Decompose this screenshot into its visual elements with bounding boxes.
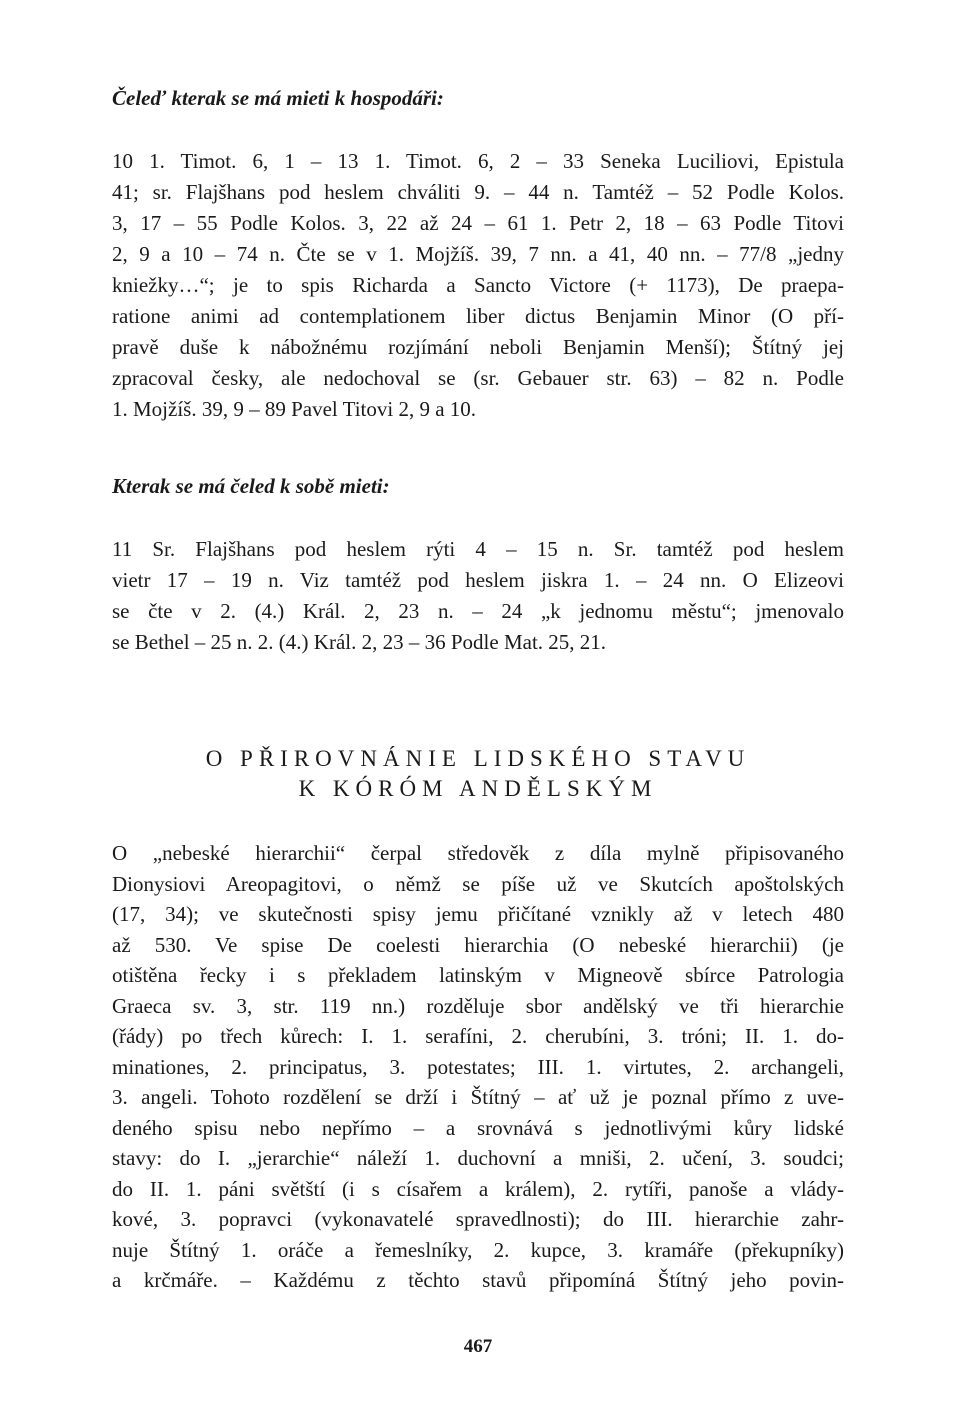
note-line: se čte v 2. (4.) Král. 2, 23 n. – 24 „k jednomu městu“; jmenovalo: [112, 599, 844, 623]
chapter-body: [112, 838, 844, 1296]
body-line: a krčmáře. – Každému z těchto stavů připomíná Štítný jeho povin-: [112, 1268, 844, 1292]
note-line: vietr 17 – 19 n. Viz tamtéž pod heslem jiskra 1. – 24 nn. O Elizeovi: [112, 568, 844, 592]
note-line: 10 1. Timot. 6, 1 – 13 1. Timot. 6, 2 – 33 Seneka Luciliovi, Epistula: [112, 149, 844, 173]
body-line: otištěna řecky i s překladem latinským v Migneově sbírce Patrologia: [112, 963, 844, 987]
note-line: se Bethel – 25 n. 2. (4.) Král. 2, 23 – 36 Podle Mat. 25, 21.: [112, 630, 607, 654]
body-line: Dionysiovi Areopagitovi, o němž se píše už ve Skutcích apoštolských: [112, 871, 844, 896]
note-line: 2, 9 a 10 – 74 n. Čte se v 1. Mojžíš. 39, 7 nn. a 41, 40 nn. – 77/8 „jedny: [112, 242, 844, 266]
body-line: 3. angeli. Tohoto rozdělení se drží i Štítný – ať už je poznal přímo z uve-: [112, 1085, 844, 1109]
body-line: (17, 34); ve skutečnosti spisy jemu přičítané vznikly až v letech 480: [112, 902, 844, 926]
chapter-title: [112, 744, 844, 804]
note-line: 3, 17 – 55 Podle Kolos. 3, 22 až 24 – 61 1. Petr 2, 18 – 63 Podle Titovi: [112, 211, 844, 235]
body-line: až 530. Ve spise De coelesti hierarchia (O nebeské hierarchii) (je: [112, 932, 844, 957]
notes-block-2: [112, 534, 844, 658]
body-line: stavy: do I. „jerarchie“ náleží 1. duchovní a mniši, 2. učení, 3. soudci;: [112, 1146, 844, 1170]
note-line: ratione animi ad contemplationem liber dictus Benjamin Minor (O pří-: [112, 304, 844, 328]
body-line: Graeca sv. 3, str. 119 nn.) rozděluje sbor andělský ve tři hierarchie: [112, 993, 844, 1018]
page-number: 467: [463, 1336, 493, 1357]
body-line: kové, 3. popravci (vykonavatelé spravedlnosti); do III. hierarchie zahr-: [112, 1207, 844, 1231]
note-line: 41; sr. Flajšhans pod heslem chváliti 9. – 44 n. Tamtéž – 52 Podle Kolos.: [112, 180, 844, 204]
note-line: 1. Mojžíš. 39, 9 – 89 Pavel Titovi 2, 9 a 10.: [112, 397, 477, 421]
chapter-title-line-2: K KÓRÓM ANDĚLSKÝM: [298, 776, 658, 801]
section-heading-kterak: Kterak se má čeled k sobě mieti:: [112, 474, 390, 498]
note-line: pravě duše k nábožnému rozjímání neboli Benjamin Menší); Štítný jej: [112, 335, 844, 359]
body-line: deného spisu nebo nepřímo – a srovnává s jednotlivými kůry lidské: [112, 1115, 844, 1140]
body-line: O „nebeské hierarchii“ čerpal středověk z díla mylně připisovaného: [112, 841, 844, 865]
notes-block-1: [112, 146, 844, 425]
body-line: minationes, 2. principatus, 3. potestates; III. 1. virtutes, 2. archangeli,: [112, 1054, 844, 1079]
chapter-title-line-1: O PŘIROVNÁNIE LIDSKÉHO STAVU: [205, 746, 751, 771]
note-line: zpracoval česky, ale nedochoval se (sr. Gebauer str. 63) – 82 n. Podle: [112, 366, 844, 390]
body-line: nuje Štítný 1. oráče a řemeslníky, 2. kupce, 3. kramáře (překupníky): [112, 1237, 844, 1262]
note-line: 11 Sr. Flajšhans pod heslem rýti 4 – 15 n. Sr. tamtéž pod heslem: [112, 537, 844, 561]
body-line: (řády) po třech kůrech: I. 1. serafíni, 2. cherubíni, 3. tróni; II. 1. do-: [112, 1024, 844, 1048]
section-heading-celed: Čeleď kterak se má mieti k hospodáři:: [112, 86, 444, 110]
body-line: do II. 1. páni světští (i s císařem a králem), 2. rytíři, panoše a vlády-: [112, 1176, 844, 1201]
note-line: kniežky…“; je to spis Richarda a Sancto Victore (+ 1173), De praepa-: [112, 273, 844, 297]
